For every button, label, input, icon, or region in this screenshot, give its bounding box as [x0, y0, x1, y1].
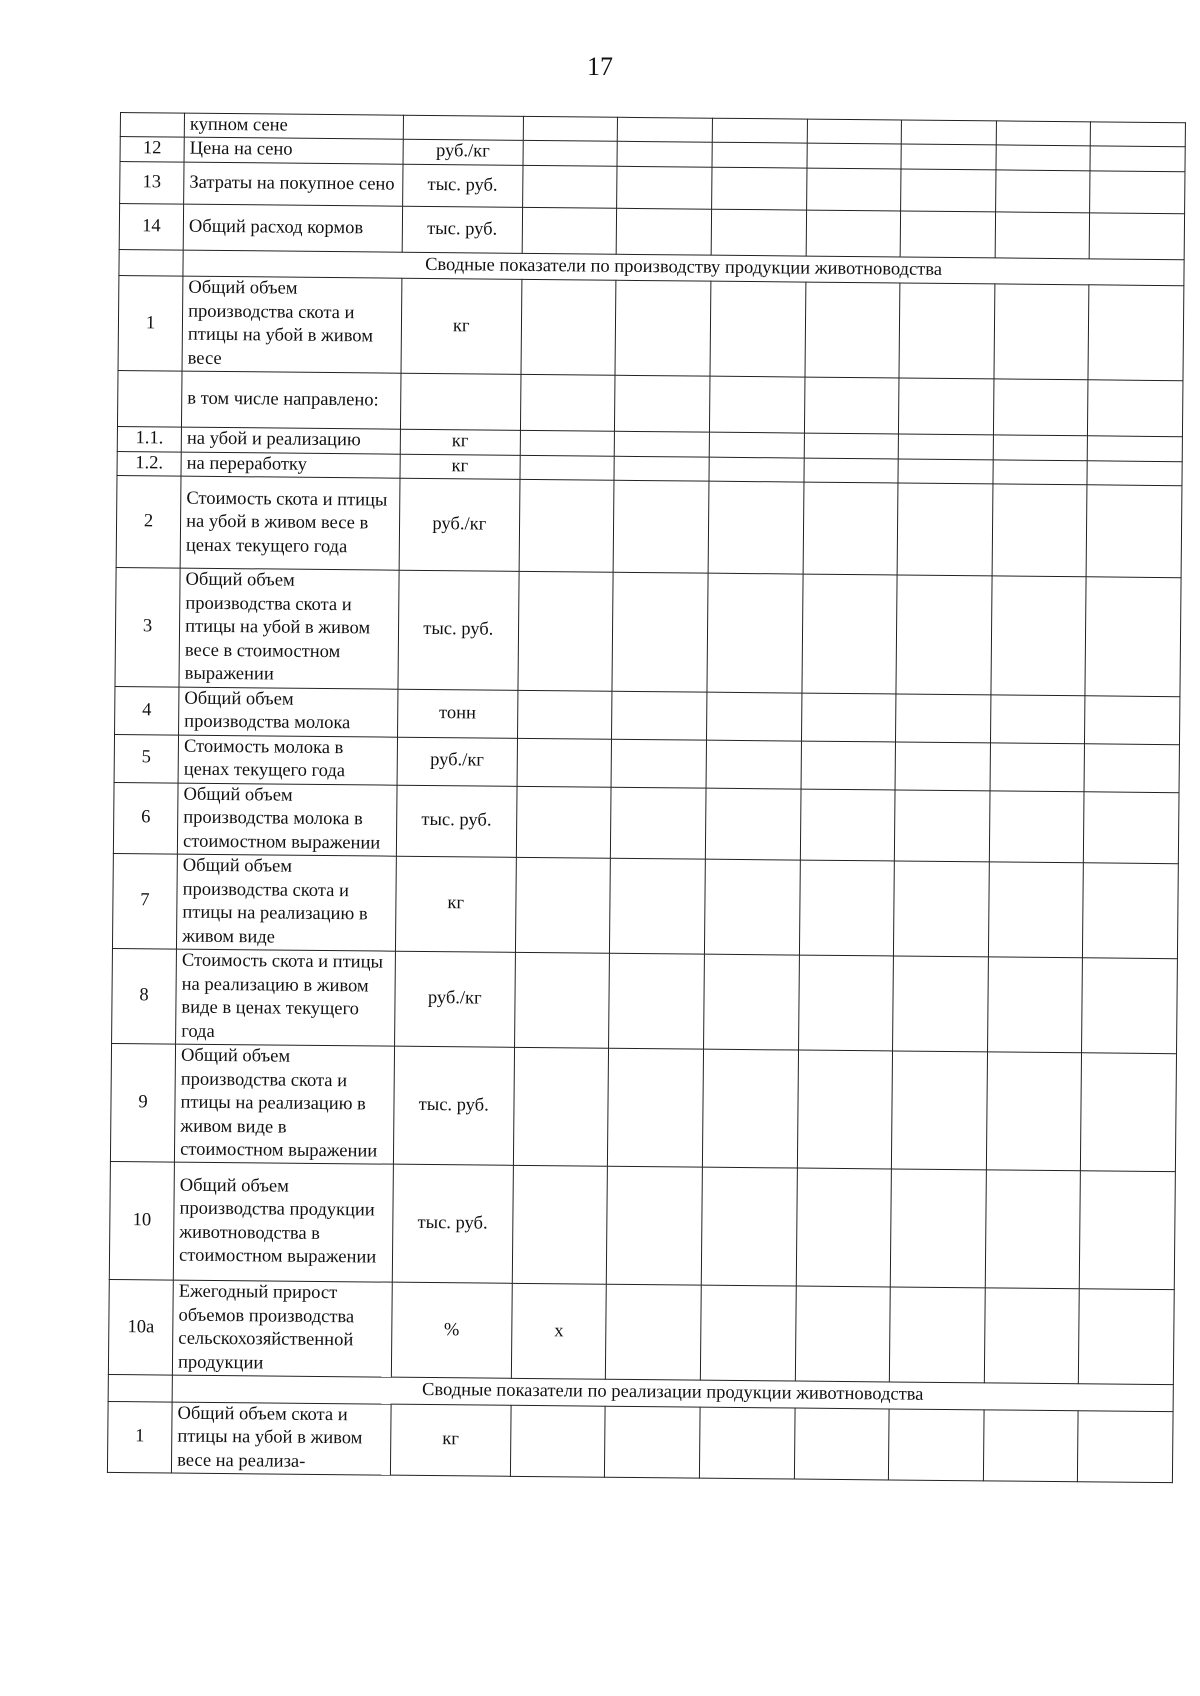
value-cell: [806, 210, 901, 257]
unit-cell: тонн: [397, 689, 517, 738]
value-cell: [898, 459, 993, 484]
row-number-cell: 9: [110, 1044, 175, 1163]
row-number-cell: [117, 371, 182, 428]
value-cell: [1082, 958, 1178, 1054]
value-cell: [522, 207, 617, 254]
value-cell: [519, 480, 614, 573]
value-cell: [1081, 1053, 1177, 1172]
value-cell: [987, 957, 1083, 1053]
indicator-name-cell: Общий объем производства молока в стоимостном выражении: [177, 783, 396, 857]
value-cell: [889, 1287, 985, 1383]
value-cell: [897, 483, 992, 576]
indicator-name-cell: Стоимость скота и птицы на реализацию в живом виде в ценах текущего года: [176, 949, 396, 1046]
value-cell: [798, 955, 894, 1051]
value-cell: [1087, 461, 1182, 486]
value-cell: [901, 144, 996, 169]
value-cell: [709, 433, 804, 458]
value-cell: [797, 1050, 893, 1169]
value-cell: [1084, 744, 1179, 793]
value-cell: [707, 574, 803, 693]
value-cell: [990, 743, 1085, 792]
unit-cell: кг: [395, 856, 516, 952]
value-cell: [1080, 1171, 1176, 1290]
table-row: [109, 1162, 1175, 1290]
value-cell: [896, 694, 991, 743]
indicator-name-cell: Общий объем производства скота и птицы на убой в живом весе в стоимостном выражении: [179, 568, 399, 689]
unit-cell: тыс. руб.: [393, 1046, 514, 1166]
value-cell: [710, 282, 806, 378]
value-cell: [1086, 485, 1182, 578]
value-cell: [617, 142, 712, 167]
row-number-cell: 12: [120, 137, 184, 162]
value-cell: [702, 1049, 798, 1168]
value-cell: [520, 455, 615, 480]
value-cell: [516, 786, 611, 858]
value-cell: [896, 575, 992, 694]
value-cell: [993, 435, 1088, 460]
unit-cell: руб./кг: [394, 951, 515, 1047]
value-cell: [1088, 380, 1183, 437]
unit-cell: тыс. руб.: [392, 1165, 513, 1284]
value-cell: [807, 144, 902, 169]
value-cell: [705, 788, 800, 860]
value-cell: [994, 284, 1090, 380]
value-cell: [612, 691, 707, 740]
value-cell: [1085, 577, 1181, 696]
table-body: [107, 113, 1185, 1484]
value-cell: [1088, 285, 1184, 381]
value-cell: [617, 166, 712, 209]
value-cell: [900, 211, 995, 258]
indicator-name-cell: на убой и реализацию: [181, 427, 400, 454]
value-cell: [615, 281, 711, 377]
page-number: 17: [587, 52, 613, 81]
value-cell: [515, 858, 611, 954]
value-cell: [607, 1167, 703, 1286]
value-cell: [1083, 863, 1179, 959]
value-cell: [806, 168, 901, 211]
indicator-name-cell: Общий объем производства скота и птицы на реализацию в живом виде: [177, 854, 397, 951]
table-row: [113, 782, 1179, 864]
section-title: Сводные показатели по производству продукции животноводства: [183, 250, 1184, 286]
value-cell: [1085, 696, 1180, 745]
value-cell: [986, 1052, 1082, 1171]
row-number-cell: 7: [112, 854, 177, 950]
row-number-cell: 5: [114, 734, 179, 783]
indicator-name-cell: Ежегодный прирост объемов производства сельскохозяйственной продукции: [172, 1281, 392, 1378]
value-cell: [804, 377, 899, 434]
value-cell: [706, 692, 801, 741]
value-cell: [521, 280, 617, 376]
table-row: [110, 1044, 1176, 1173]
row-number-cell: 8: [112, 949, 177, 1045]
indicator-name-cell: на переработку: [181, 452, 400, 479]
value-cell: [800, 789, 895, 861]
value-cell: [796, 1169, 892, 1288]
unit-cell: тыс. руб.: [402, 206, 522, 253]
value-cell: [801, 741, 896, 790]
indicator-name-cell: Общий объем производства продукции животноводства в стоимостном выражении: [173, 1163, 393, 1283]
value-cell: [615, 432, 710, 457]
value-cell: [901, 169, 996, 212]
value-cell: [709, 457, 804, 482]
value-cell: [996, 145, 1091, 170]
row-number-cell: 6: [113, 782, 178, 854]
value-cell: [895, 742, 990, 791]
indicator-name-cell: купном сене: [184, 113, 403, 140]
unit-cell: руб./кг: [403, 140, 523, 166]
value-cell: [801, 693, 896, 742]
unit-cell: [403, 115, 523, 141]
table-row: [112, 949, 1178, 1054]
value-cell: [983, 1410, 1078, 1482]
value-cell: [617, 208, 712, 255]
value-cell: [899, 283, 995, 379]
table-row: [112, 854, 1178, 959]
indicator-name-cell: Затраты на покупное сено: [184, 162, 403, 206]
value-cell: [889, 1409, 984, 1481]
value-cell: [605, 1406, 700, 1478]
value-cell: [892, 1051, 988, 1170]
indicator-name-cell: Общий объем производства молока: [179, 687, 398, 737]
value-cell: [708, 482, 803, 575]
value-cell: [1078, 1411, 1173, 1483]
table-row: [108, 1280, 1174, 1385]
value-cell: [985, 1170, 1081, 1289]
value-cell: [794, 1408, 889, 1480]
value-cell: [611, 787, 706, 859]
indicator-name-cell: Цена на сено: [184, 138, 403, 165]
value-cell: [615, 376, 710, 433]
unit-cell: %: [391, 1283, 512, 1379]
value-cell: [520, 431, 615, 456]
unit-cell: кг: [400, 454, 520, 480]
value-cell: [995, 212, 1090, 259]
value-cell: [517, 738, 612, 787]
value-cell: [513, 1047, 609, 1166]
value-cell: [804, 433, 899, 458]
unit-cell: руб./кг: [399, 479, 520, 572]
value-cell: [523, 116, 618, 141]
row-number-cell: 3: [115, 568, 180, 687]
value-cell: [520, 375, 615, 432]
unit-cell: тыс. руб.: [398, 571, 519, 691]
value-cell: [991, 576, 1087, 695]
value-cell: [804, 458, 899, 483]
value-cell: [711, 209, 806, 256]
table-row: [116, 476, 1182, 578]
value-cell: [893, 956, 989, 1052]
table-row: [107, 1401, 1173, 1483]
unit-cell: кг: [401, 279, 522, 375]
value-cell: [992, 484, 1087, 577]
unit-cell: руб./кг: [397, 737, 517, 786]
value-cell: [993, 379, 1088, 436]
section-header-number-cell: [119, 249, 183, 276]
value-cell: [898, 434, 993, 459]
row-number-cell: 1.1.: [117, 427, 181, 452]
value-cell: [802, 574, 898, 693]
value-cell: [518, 572, 614, 691]
indicator-name-cell: Общий объем производства скота и птицы на реализацию в живом виде в стоимостном выражении: [174, 1044, 394, 1165]
value-cell: [512, 1166, 608, 1285]
value-cell: [988, 862, 1084, 958]
unit-cell: [400, 374, 521, 431]
value-cell: [1084, 792, 1179, 864]
unit-cell: тыс. руб.: [396, 785, 517, 858]
indicator-name-cell: Общий объем скота и птицы на убой в живом весе на реализа-: [172, 1402, 391, 1476]
value-cell: [1091, 122, 1186, 147]
value-cell: [795, 1287, 891, 1383]
value-cell: [895, 790, 990, 862]
value-cell: [984, 1288, 1080, 1384]
value-cell: [618, 117, 713, 142]
row-number-cell: [120, 113, 184, 138]
value-cell: [510, 1405, 605, 1477]
value-cell: [704, 859, 800, 955]
value-cell: [1090, 146, 1185, 171]
value-cell: [803, 482, 898, 575]
unit-cell: кг: [390, 1404, 511, 1477]
indicator-name-cell: Общий расход кормов: [183, 204, 402, 252]
value-cell: [993, 460, 1088, 485]
indicators-table: [107, 112, 1186, 1484]
value-cell: [1090, 171, 1185, 214]
value-cell: [1089, 213, 1184, 260]
value-cell: [612, 573, 708, 692]
value-cell: [1079, 1289, 1175, 1385]
row-number-cell: 10: [109, 1162, 174, 1281]
value-cell: [799, 860, 895, 956]
indicator-name-cell: в том числе направлено:: [182, 371, 401, 429]
unit-cell: кг: [400, 430, 520, 456]
value-cell: [894, 861, 990, 957]
value-cell: [610, 858, 706, 954]
value-cell: [522, 165, 617, 208]
value-cell: [807, 119, 902, 144]
row-number-cell: 14: [119, 203, 184, 250]
row-number-cell: 4: [115, 686, 180, 735]
value-cell: [1088, 436, 1183, 461]
value-cell: [712, 167, 807, 210]
value-cell: [989, 791, 1084, 863]
section-header-number-cell: [108, 1375, 172, 1402]
value-cell: [995, 170, 1090, 213]
value-cell: [517, 690, 612, 739]
value-cell: [899, 378, 994, 435]
section-title: Сводные показатели по реализации продукции животноводства: [172, 1375, 1173, 1411]
row-number-cell: 1.2.: [117, 451, 181, 476]
value-cell: [990, 695, 1085, 744]
value-cell: [606, 1285, 702, 1381]
value-cell: [996, 121, 1091, 146]
row-number-cell: 1: [107, 1401, 172, 1473]
row-number-cell: 13: [120, 161, 184, 204]
row-number-cell: 2: [116, 476, 181, 569]
value-cell: [901, 120, 996, 145]
value-cell: [614, 456, 709, 481]
table-row: [115, 568, 1181, 697]
value-cell: [712, 118, 807, 143]
value-cell: [712, 143, 807, 168]
indicator-name-cell: Стоимость молока в ценах текущего года: [178, 735, 397, 785]
row-number-cell: 10а: [108, 1280, 173, 1376]
value-cell: [706, 740, 801, 789]
table-row: [118, 276, 1184, 381]
value-cell: [709, 377, 804, 434]
value-cell: [703, 954, 799, 1050]
value-cell: [514, 952, 610, 1048]
value-cell: х: [511, 1284, 607, 1380]
value-cell: [890, 1169, 986, 1288]
value-cell: [609, 953, 705, 1049]
unit-cell: тыс. руб.: [402, 164, 522, 207]
value-cell: [805, 283, 901, 379]
value-cell: [523, 141, 618, 166]
value-cell: [700, 1286, 796, 1382]
value-cell: [613, 481, 708, 574]
indicator-name-cell: Общий объем производства скота и птицы на убой в живом весе: [182, 277, 402, 374]
value-cell: [608, 1048, 704, 1167]
row-number-cell: 1: [118, 276, 183, 372]
table-row: [117, 371, 1182, 437]
value-cell: [701, 1168, 797, 1287]
indicator-name-cell: Стоимость скота и птицы на убой в живом весе в ценах текущего года: [180, 476, 400, 570]
value-cell: [611, 739, 706, 788]
value-cell: [699, 1407, 794, 1479]
